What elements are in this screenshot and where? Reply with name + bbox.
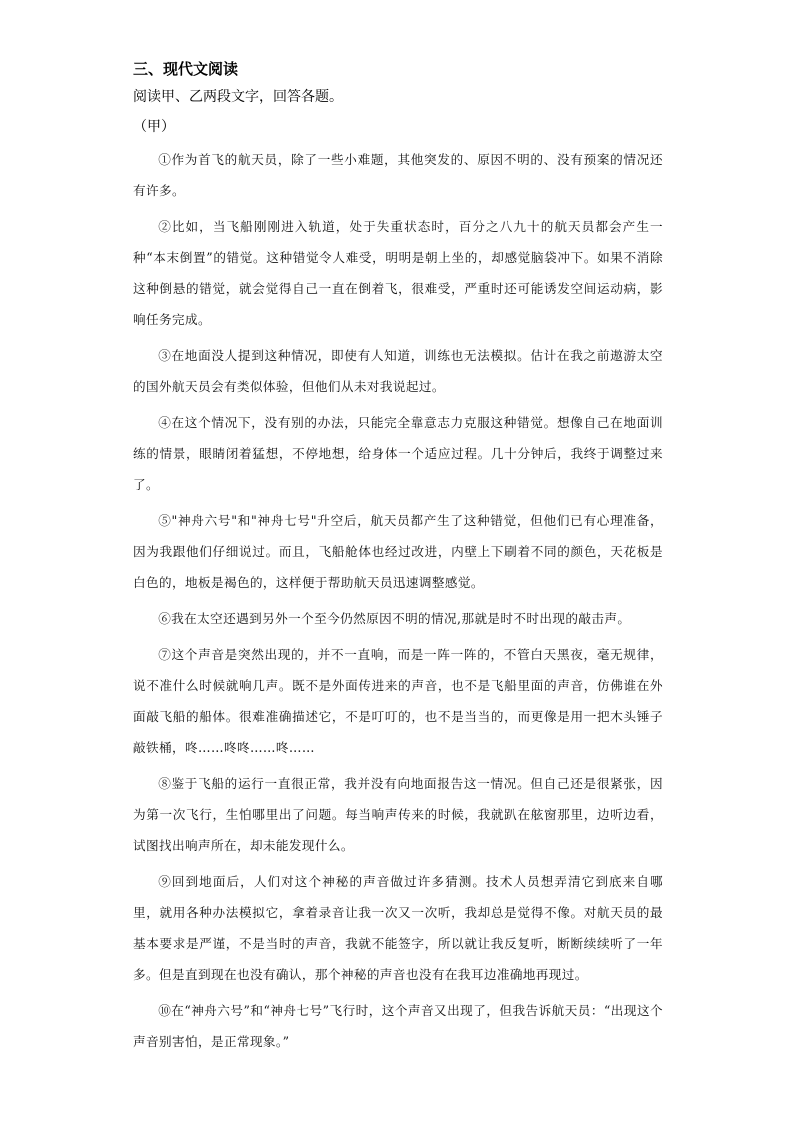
paragraph-2: ②比如，当飞船刚刚进入轨道，处于失重状态时，百分之八九十的航天员都会产生一种“本末倒置”的错觉。这种错觉令人难受，明明是朝上坐的，却感觉脑袋冲下。如果不消除这种倒悬的错觉，就会觉得自己一直在倒着飞，很难受，严重时还可能诱发空间运动病，影响任务完成。 [133, 219, 663, 327]
paragraph-7: ⑦这个声音是突然出现的，并不一直响，而是一阵一阵的，不管白天黑夜，毫无规律，说不准什么时候就响几声。既不是外面传进来的声音，也不是飞船里面的声音，仿佛谁在外面敲飞船的船体。很难准确描述它，不是叮叮的，也不是当当的，而更像是用一把木头锤子敲铁桶，咚……咚咚……咚…… [133, 647, 663, 755]
paragraph-4: ④在这个情况下，没有别的办法，只能完全靠意志力克服这种错觉。想像自己在地面训练的情景，眼睛闭着猛想，不停地想，给身体一个适应过程。几十分钟后，我终于调整过来了。 [133, 415, 663, 492]
paragraph-5: ⑤"神舟六号"和"神舟七号"升空后，航天员都产生了这种错觉，但他们已有心理准备，因为我跟他们仔细说过。而且，飞船舱体也经过改进，内壁上下刷着不同的颜色，天花板是白色的，地板是褐色的，这样便于帮助航天员迅速调整感觉。 [133, 513, 663, 590]
paragraph-6: ⑥我在太空还遇到另外一个至今仍然原因不明的情况,那就是时不时出现的敲击声。 [158, 611, 631, 626]
instruction-text: 阅读甲、乙两段文字，回答各题。 [133, 89, 343, 105]
section-title: 三、现代文阅读 [133, 60, 239, 78]
paragraph-10: ⑩在“神舟六号”和“神舟七号”飞行时，这个声音又出现了，但我告诉航天员：“出现这个声音别害怕，是正常现象。” [133, 1003, 663, 1049]
document-page [133, 58, 663, 1062]
passage-body [133, 144, 663, 1057]
paragraph-3: ③在地面没人提到这种情况，即使有人知道，训练也无法模拟。估计在我之前遨游太空的国外航天员会有类似体验，但他们从未对我说起过。 [133, 348, 663, 394]
paragraph-8: ⑧鉴于飞船的运行一直很正常，我并没有向地面报告这一情况。但自己还是很紧张，因为第一次飞行，生怕哪里出了问题。每当响声传来的时候，我就趴在舷窗那里，边听边看，试图找出响声所在，却未能发现什么。 [133, 776, 663, 853]
part-label: （甲） [133, 119, 175, 135]
paragraph-1: ①作为首飞的航天员，除了一些小难题，其他突发的、原因不明的、没有预案的情况还有许多。 [133, 152, 663, 198]
paragraph-9: ⑨回到地面后，人们对这个神秘的声音做过许多猜测。技术人员想弄清它到底来自哪里，就用各种办法模拟它，拿着录音让我一次又一次听，我却总是觉得不像。对航天员的最基本要求是严谨，不是当时的声音，我就不能签字，所以就让我反复听，断断续续听了一年多。但是直到现在也没有确认，那个神秘的声音也没有在我耳边准确地再现过。 [133, 874, 663, 982]
